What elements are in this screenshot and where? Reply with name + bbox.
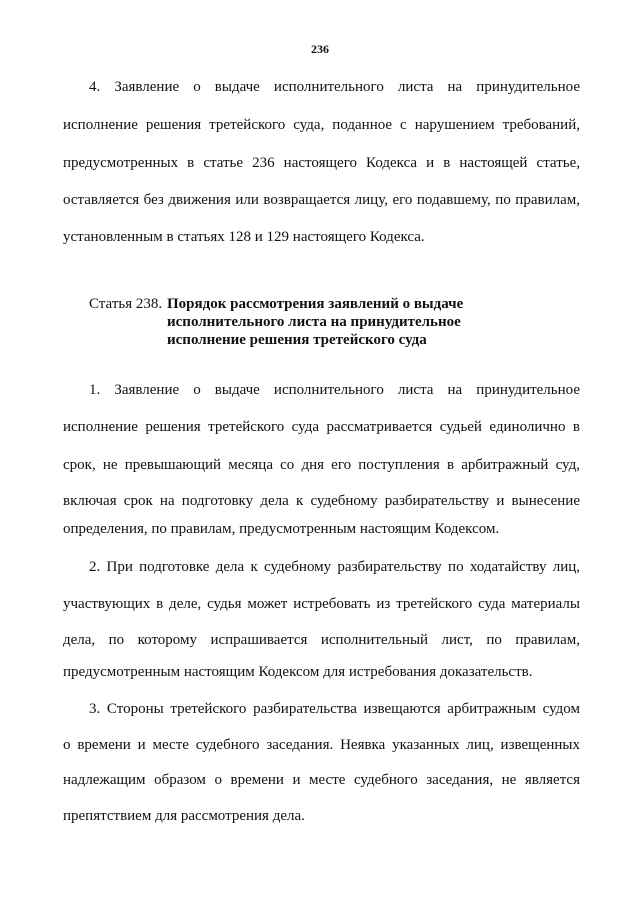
article-title-line: Порядок рассмотрения заявлений о выдаче <box>167 296 464 312</box>
paragraph-line: участвующих в деле, судья может истребовать из третейского суда материалы <box>63 596 580 612</box>
paragraph-line: препятствием для рассмотрения дела. <box>63 808 305 824</box>
paragraph-line: определения, по правилам, предусмотренным настоящим Кодексом. <box>63 521 500 537</box>
paragraph-line: предусмотренным настоящим Кодексом для истребования доказательств. <box>63 664 533 680</box>
paragraph-line: установленным в статьях 128 и 129 настоящего Кодекса. <box>63 229 425 245</box>
paragraph-line: 3. Стороны третейского разбирательства извещаются арбитражным судом <box>89 701 580 717</box>
paragraph-line: 2. При подготовке дела к судебному разбирательству по ходатайству лиц, <box>89 559 580 575</box>
paragraph-line: надлежащим образом о времени и месте судебного заседания, не является <box>63 772 580 788</box>
paragraph-line: 4. Заявление о выдаче исполнительного листа на принудительное <box>89 79 580 95</box>
paragraph-line: оставляется без движения или возвращается лицу, его подавшему, по правилам, <box>63 192 580 208</box>
paragraph-line: исполнение решения третейского суда рассматривается судьей единолично в <box>63 419 580 435</box>
paragraph-line: включая срок на подготовку дела к судебному разбирательству и вынесение <box>63 493 580 509</box>
paragraph-line: дела, по которому испрашивается исполнительный лист, по правилам, <box>63 632 580 648</box>
paragraph-line: 1. Заявление о выдаче исполнительного листа на принудительное <box>89 382 580 398</box>
article-title-line: исполнительного листа на принудительное <box>167 314 461 330</box>
article-title-line: исполнение решения третейского суда <box>167 332 427 348</box>
paragraph-line: срок, не превышающий месяца со дня его поступления в арбитражный суд, <box>63 457 580 473</box>
paragraph-line: предусмотренных в статье 236 настоящего Кодекса и в настоящей статье, <box>63 155 580 171</box>
paragraph-line: исполнение решения третейского суда, поданное с нарушением требований, <box>63 117 580 133</box>
article-number: Статья 238. <box>89 296 163 312</box>
page-number: 236 <box>311 42 329 56</box>
paragraph-line: о времени и месте судебного заседания. Неявка указанных лиц, извещенных <box>63 737 580 753</box>
